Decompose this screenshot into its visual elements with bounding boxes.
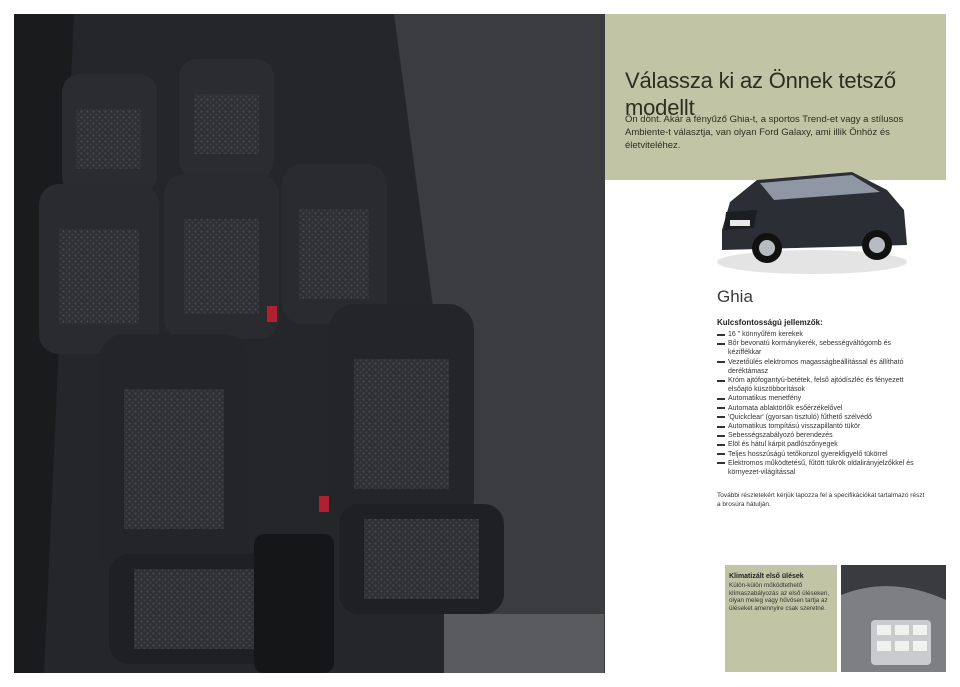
climate-control-photo xyxy=(841,565,946,672)
feature-item: Automata ablaktörlők esőérzékelővel xyxy=(717,404,922,413)
climate-buttons-illustration xyxy=(841,565,946,672)
feature-item: Teljes hosszúságú tetőkonzol gyerekfigyelő tükörrel xyxy=(717,450,922,459)
car-photo xyxy=(712,150,912,285)
feature-item: Bőr bevonatú kormánykerék, sebességváltógomb és kéziffékkar xyxy=(717,339,922,357)
feature-item: Vezetőülés elektromos magasságbeállítással és állítható deréktámasz xyxy=(717,358,922,376)
feature-item: 'Quickclear' (gyorsan tisztuló) fűthető szélvédő xyxy=(717,413,922,422)
feature-item: 16 " könnyűfém kerekek xyxy=(717,330,922,339)
interior-photo xyxy=(14,14,605,673)
climate-title: Klimatizált első ülések xyxy=(729,573,804,580)
feature-item: Elektromos működtetésű, fűtött tükrök oldalirányjelzőkkel és környezet-világítással xyxy=(717,459,922,477)
feature-item: Króm ajtófogantyú-betétek, felső ajtódíszléc és fényezett elsőajtó küszöbborítások xyxy=(717,376,922,394)
feature-item: Automatikus menetfény xyxy=(717,394,922,403)
page-heading: Válassza ki az Önnek tetsző modellt xyxy=(625,67,896,120)
feature-item: Elöl és hátul kárpit padlószőnyegek xyxy=(717,440,922,449)
ford-galaxy-illustration xyxy=(712,150,912,285)
feature-item: Automatikus tompítású visszapillantó tükör xyxy=(717,422,922,431)
interior-seats-illustration xyxy=(14,14,605,673)
features-list xyxy=(717,330,922,477)
model-name: Ghia xyxy=(717,287,753,306)
more-info-note: További részletekért kérjük lapozza fel a specifikációkat tartalmazó részt a brosúra hátulján. xyxy=(717,492,925,508)
features-heading: Kulcsfontosságú jellemzők: xyxy=(717,318,823,327)
climate-description: Külön-külön működtethető klímaszabályozás az első üléseken, olyan meleg vagy hűvösen tartja az üléseket amennyire csak szeretné. xyxy=(729,582,830,612)
feature-item: Sebességszabályozó berendezés xyxy=(717,431,922,440)
intro-paragraph: Ön dönt. Akár a fényűző Ghia-t, a sportos Trend-et vagy a stílusos Ambiente-t választja, van olyan Ford Galaxy, ami illik Önhöz és életviteléhez. xyxy=(625,114,904,151)
